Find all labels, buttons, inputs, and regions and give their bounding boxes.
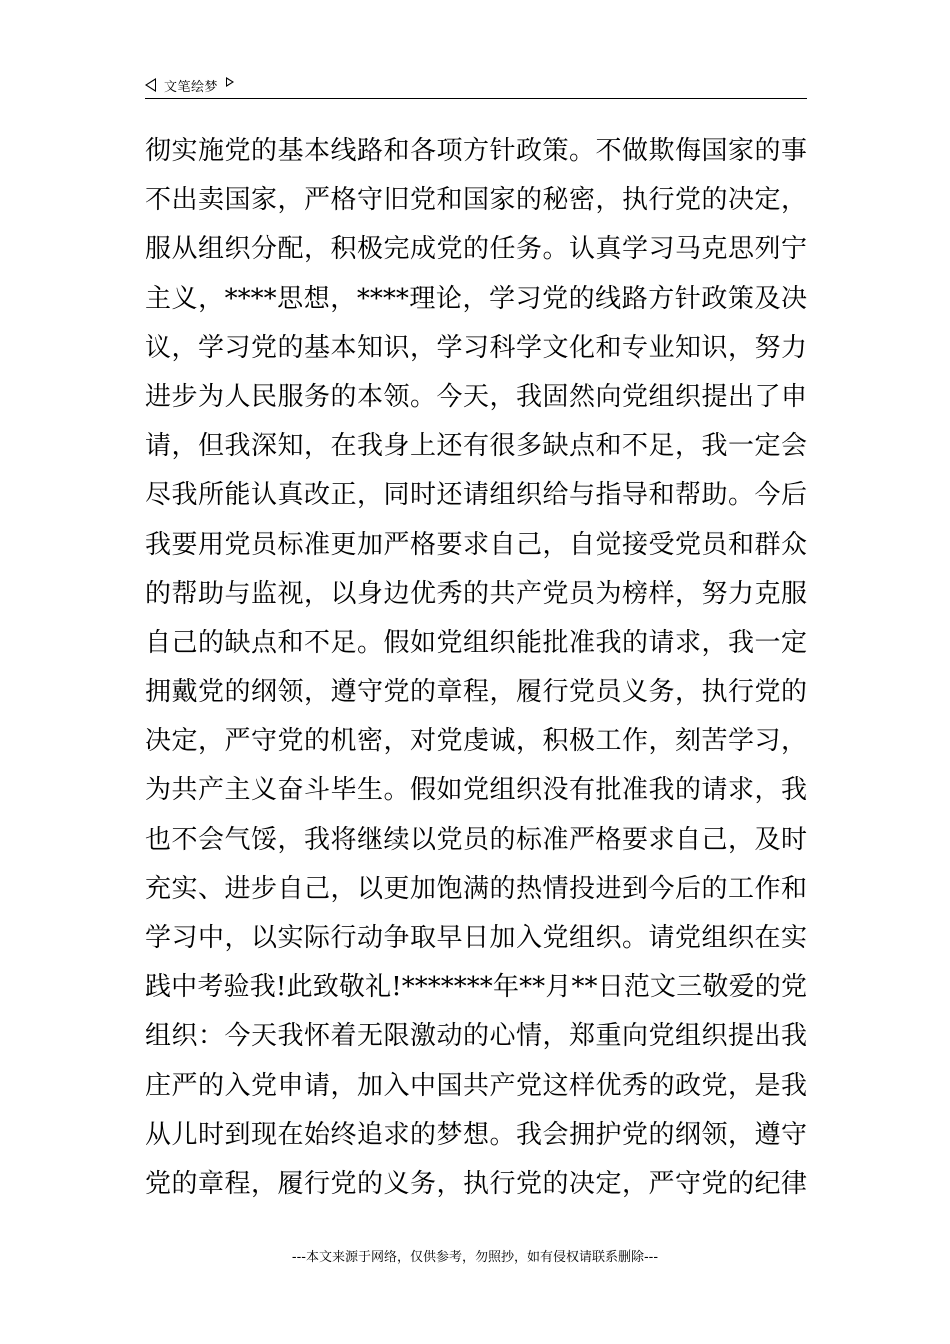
header-brand: 文笔绘梦 [164, 79, 219, 95]
header-row [145, 74, 234, 96]
body-line: 不出卖国家，严格守旧党和国家的秘密，执行党的决定， [145, 185, 807, 216]
body-line: 庄严的入党申请，加入中国共产党这样优秀的政党，是我 [145, 1070, 807, 1101]
body-line: 学习中，以实际行动争取早日加入党组织。请党组织在实 [145, 923, 807, 953]
body-line: 从儿时到现在始终追求的梦想。我会拥护党的纲领，遵守 [145, 1119, 807, 1150]
body-line: 为共产主义奋斗毕生。假如党组织没有批准我的请求，我 [145, 775, 807, 806]
body-line: 我要用党员标准更加严格要求自己，自觉接受党员和群众 [145, 529, 807, 560]
body-line: 彻实施党的基本线路和各项方针政策。不做欺侮国家的事 [145, 136, 807, 166]
page-header [145, 72, 807, 99]
triangle-left-icon [145, 78, 156, 92]
body-line: 决定，严守党的机密，对党虔诚，积极工作，刻苦学习， [145, 726, 807, 757]
body-line: 的帮助与监视，以身边优秀的共产党员为榜样，努力克服 [145, 578, 807, 609]
body-line: 党的章程，履行党的义务，执行党的决定，严守党的纪律 [145, 1168, 807, 1199]
triangle-right-icon [226, 77, 234, 87]
body-line: 也不会气馁，我将继续以党员的标准严格要求自己，及时 [145, 824, 807, 855]
body-line: 尽我所能认真改正，同时还请组织给与指导和帮助。今后 [145, 480, 807, 511]
body-line: 自己的缺点和不足。假如党组织能批准我的请求，我一定 [145, 627, 807, 658]
body-line: 拥戴党的纲领，遵守党的章程，履行党员义务，执行党的 [145, 677, 807, 708]
body-line: 充实、进步自己，以更加饱满的热情投进到今后的工作和 [145, 873, 807, 904]
body-line: 议，学习党的基本知识，学习科学文化和专业知识，努力 [145, 332, 807, 363]
body-line: 进步为人民服务的本领。今天，我固然向党组织提出了申 [145, 381, 807, 412]
body-line: 践中考验我!此致敬礼!*******年**月**日范文三敬爱的党 [145, 972, 807, 1003]
body-line: 组织：今天我怀着无限激动的心情，郑重向党组织提出我 [145, 1021, 807, 1052]
body-line: 主义，****思想，****理论，学习党的线路方针政策及决 [145, 283, 807, 314]
body-line: 服从组织分配，积极完成党的任务。认真学习马克思列宁 [145, 234, 807, 265]
page-footer: ---本文来源于网络，仅供参考，勿照抄，如有侵权请联系删除--- [291, 1250, 659, 1265]
document-body [145, 127, 807, 1209]
body-line: 请，但我深知，在我身上还有很多缺点和不足，我一定会 [145, 431, 807, 462]
